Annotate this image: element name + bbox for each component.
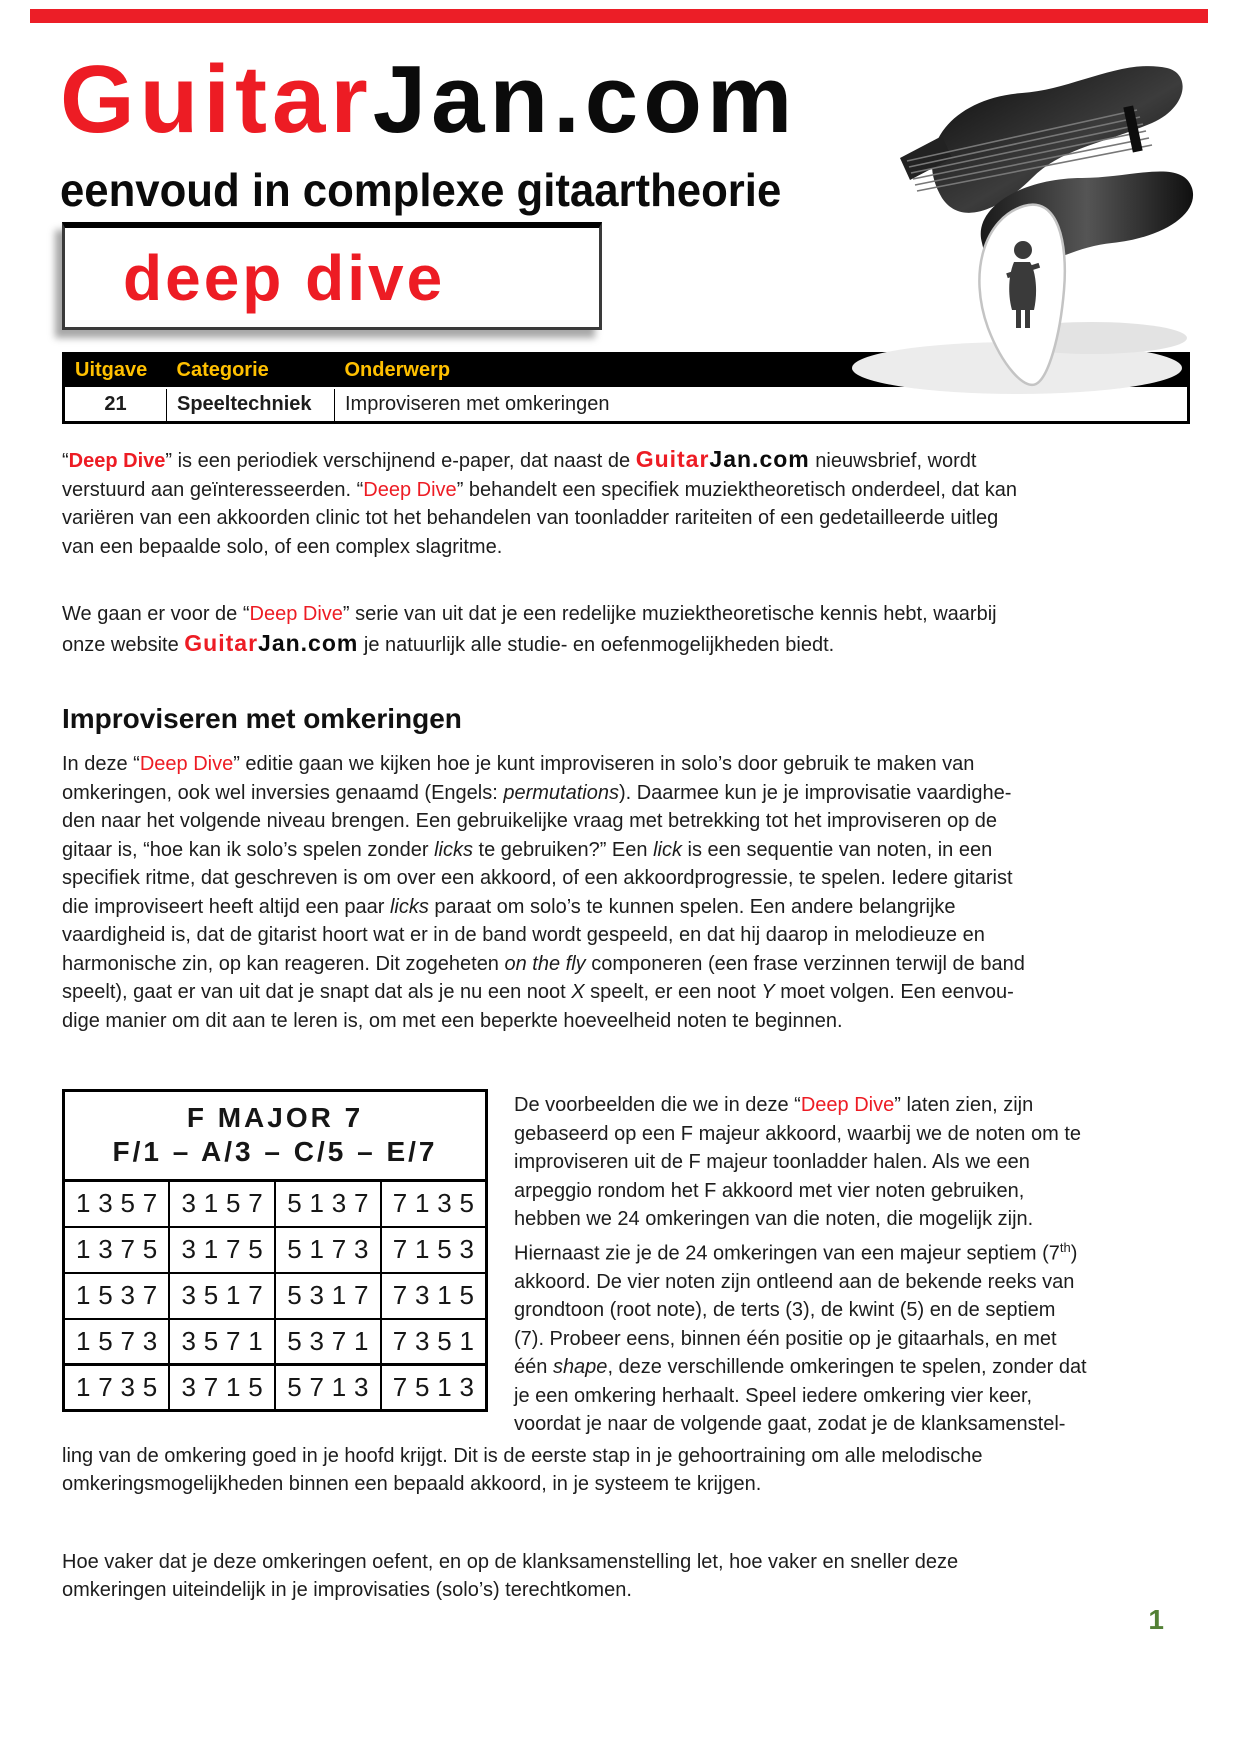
issue-subject-cell: Improviseren met omkeringen xyxy=(335,388,1189,423)
issue-number-cell: 21 xyxy=(64,388,167,423)
issue-category-cell: Speeltechniek xyxy=(167,388,335,423)
inversion-row xyxy=(64,1273,487,1319)
guitar-artwork-image xyxy=(792,38,1202,413)
table-and-text-section xyxy=(62,1089,1190,1439)
page-header xyxy=(0,0,1240,352)
inversion-cell: 1537 xyxy=(64,1273,170,1319)
inversion-cell: 3175 xyxy=(169,1227,275,1273)
inversion-table-title: F MAJOR 7 xyxy=(186,1102,364,1133)
brand-logo xyxy=(60,46,798,153)
inversion-cell: 5713 xyxy=(275,1365,381,1411)
inversion-cell: 7315 xyxy=(381,1273,487,1319)
inversion-cell: 3157 xyxy=(169,1181,275,1227)
article-continuation-paragraph: ling van de omkering goed in je hoofd krijgt. Dit is de eerste stap in je gehoortraining om alle melodische omkeringsmogelijkheden binnen een bepaald akkoord, in je systeem te krijgen. xyxy=(62,1444,983,1496)
brand-logo-jancom: Jan.com xyxy=(372,46,798,153)
intro-paragraph-1: “Deep Dive” is een periodiek verschijnend e-paper, dat naast de GuitarJan.com nieuwsbrief, wordt verstuurd aan geïnteresseerden. “Deep Dive” behandelt een specifiek muziektheoretisch onderdeel, dat kan variëren van een akkoorden clinic tot het behandelen van toonladder rariteiten of een gedetailleerde uitleg van een bepaalde solo, of een complex slagritme. xyxy=(62,446,1018,558)
inversion-row xyxy=(64,1365,487,1411)
article-side-paragraph: De voorbeelden die we in deze “Deep Dive” laten zien, zijn gebaseerd op een F majeur akkoord, waarbij we de noten om te improviseren uit de F majeur toonladder halen. Als we een arpeggio rondom het F akkoord met vier noten gebruiken, hebben we 24 omkeringen van die noten, die mogelijk zijn. Hiernaast zie je de 24 omkeringen van een majeur septiem (7th) akkoord. De vier noten zijn ontleend aan de bekende reeks van grondtoon (root note), de terts (3), de kwint (5) en de septiem (7). Probeer eens, binnen één positie op je gitaarhals, en met één shape, deze verschillende omkeringen te spelen, zonder dat je een omkering herhaalt. Speel iedere omkering vier keer, voordat je naar de volgende gaat, zodat je de klanksamenstel- xyxy=(514,1094,1087,1436)
inversion-cell: 1573 xyxy=(64,1319,170,1365)
deep-dive-badge-label: deep dive xyxy=(123,241,446,314)
page-number: 1 xyxy=(1148,1604,1164,1635)
inversion-cell: 3517 xyxy=(169,1273,275,1319)
inversion-cell: 5371 xyxy=(275,1319,381,1365)
inversion-row xyxy=(64,1319,487,1365)
inversion-cell: 1735 xyxy=(64,1365,170,1411)
inversion-cell: 7513 xyxy=(381,1365,487,1411)
deep-dive-badge-box xyxy=(62,222,602,330)
inversion-table xyxy=(62,1089,488,1412)
inversion-table-container xyxy=(62,1089,488,1412)
inversion-cell: 5317 xyxy=(275,1273,381,1319)
article-paragraph-1: In deze “Deep Dive” editie gaan we kijken hoe je kunt improviseren in solo’s door gebruik te maken van omkeringen, ook wel inversies genaamd (Engels: permutations). Daarmee kun je je improvisatie vaardighe- den naar het volgende niveau brengen. Een gebruikelijke vraag met betrekking tot het improviseren op de gitaar is, “hoe kan ik solo’s spelen zonder licks te gebruiken?” Een lick is een sequentie van noten, in een specifiek ritme, dat geschreven is om over een akkoord, of een akkoordprogressie, te spelen. Iedere gitarist die improviseert heeft altijd een paar licks paraat om solo’s te kunnen spelen. Een andere belangrijke vaardigheid is, dat de gitarist hoort wat er in de band wordt gespeeld, en dat hij daarop in melodieuze en harmonische zin, op kan reageren. Dit zogeheten on the fly componeren (een frase verzinnen terwijl de band speelt), gaat er van uit dat je snapt dat als je nu een noot X speelt, er een noot Y moet volgen. Een eenvou- dige manier om dit aan te leren is, om met een beperkte hoeveelheid noten te beginnen. xyxy=(62,753,1025,1032)
brand-tagline: eenvoud in complexe gitaartheorie xyxy=(60,164,782,216)
brand-logo-guitar: Guitar xyxy=(60,46,373,153)
inversion-table-subtitle: F/1 – A/3 – C/5 – E/7 xyxy=(112,1136,438,1167)
issue-info-header-categorie: Categorie xyxy=(167,354,335,389)
issue-info-header-uitgave: Uitgave xyxy=(64,354,167,389)
article-closing-paragraph: Hoe vaker dat je deze omkeringen oefent, en op de klanksamenstelling let, hoe vaker en sneller deze omkeringen uiteindelijk in je improvisaties (solo’s) terechtkomen. xyxy=(62,1550,959,1602)
inversion-cell: 5173 xyxy=(275,1227,381,1273)
inversion-cell: 3571 xyxy=(169,1319,275,1365)
inversion-cell: 1357 xyxy=(64,1181,170,1227)
inversion-cell: 1375 xyxy=(64,1227,170,1273)
inversion-cell: 5137 xyxy=(275,1181,381,1227)
inversion-cell: 7135 xyxy=(381,1181,487,1227)
intro-paragraph-2: We gaan er voor de “Deep Dive” serie van uit dat je een redelijke muziektheoretische kennis hebt, waarbij onze website GuitarJan.com je natuurlijk alle studie- en oefenmogelijkheden biedt. xyxy=(62,603,997,656)
inversion-row xyxy=(64,1181,487,1227)
issue-info-header-onderwerp: Onderwerp xyxy=(335,354,1189,389)
inversion-cell: 7153 xyxy=(381,1227,487,1273)
inversion-cell: 7351 xyxy=(381,1319,487,1365)
article-title: Improviseren met omkeringen xyxy=(62,703,462,734)
inversion-cell: 3715 xyxy=(169,1365,275,1411)
inversion-table-header xyxy=(64,1091,487,1181)
inversion-row xyxy=(64,1227,487,1273)
